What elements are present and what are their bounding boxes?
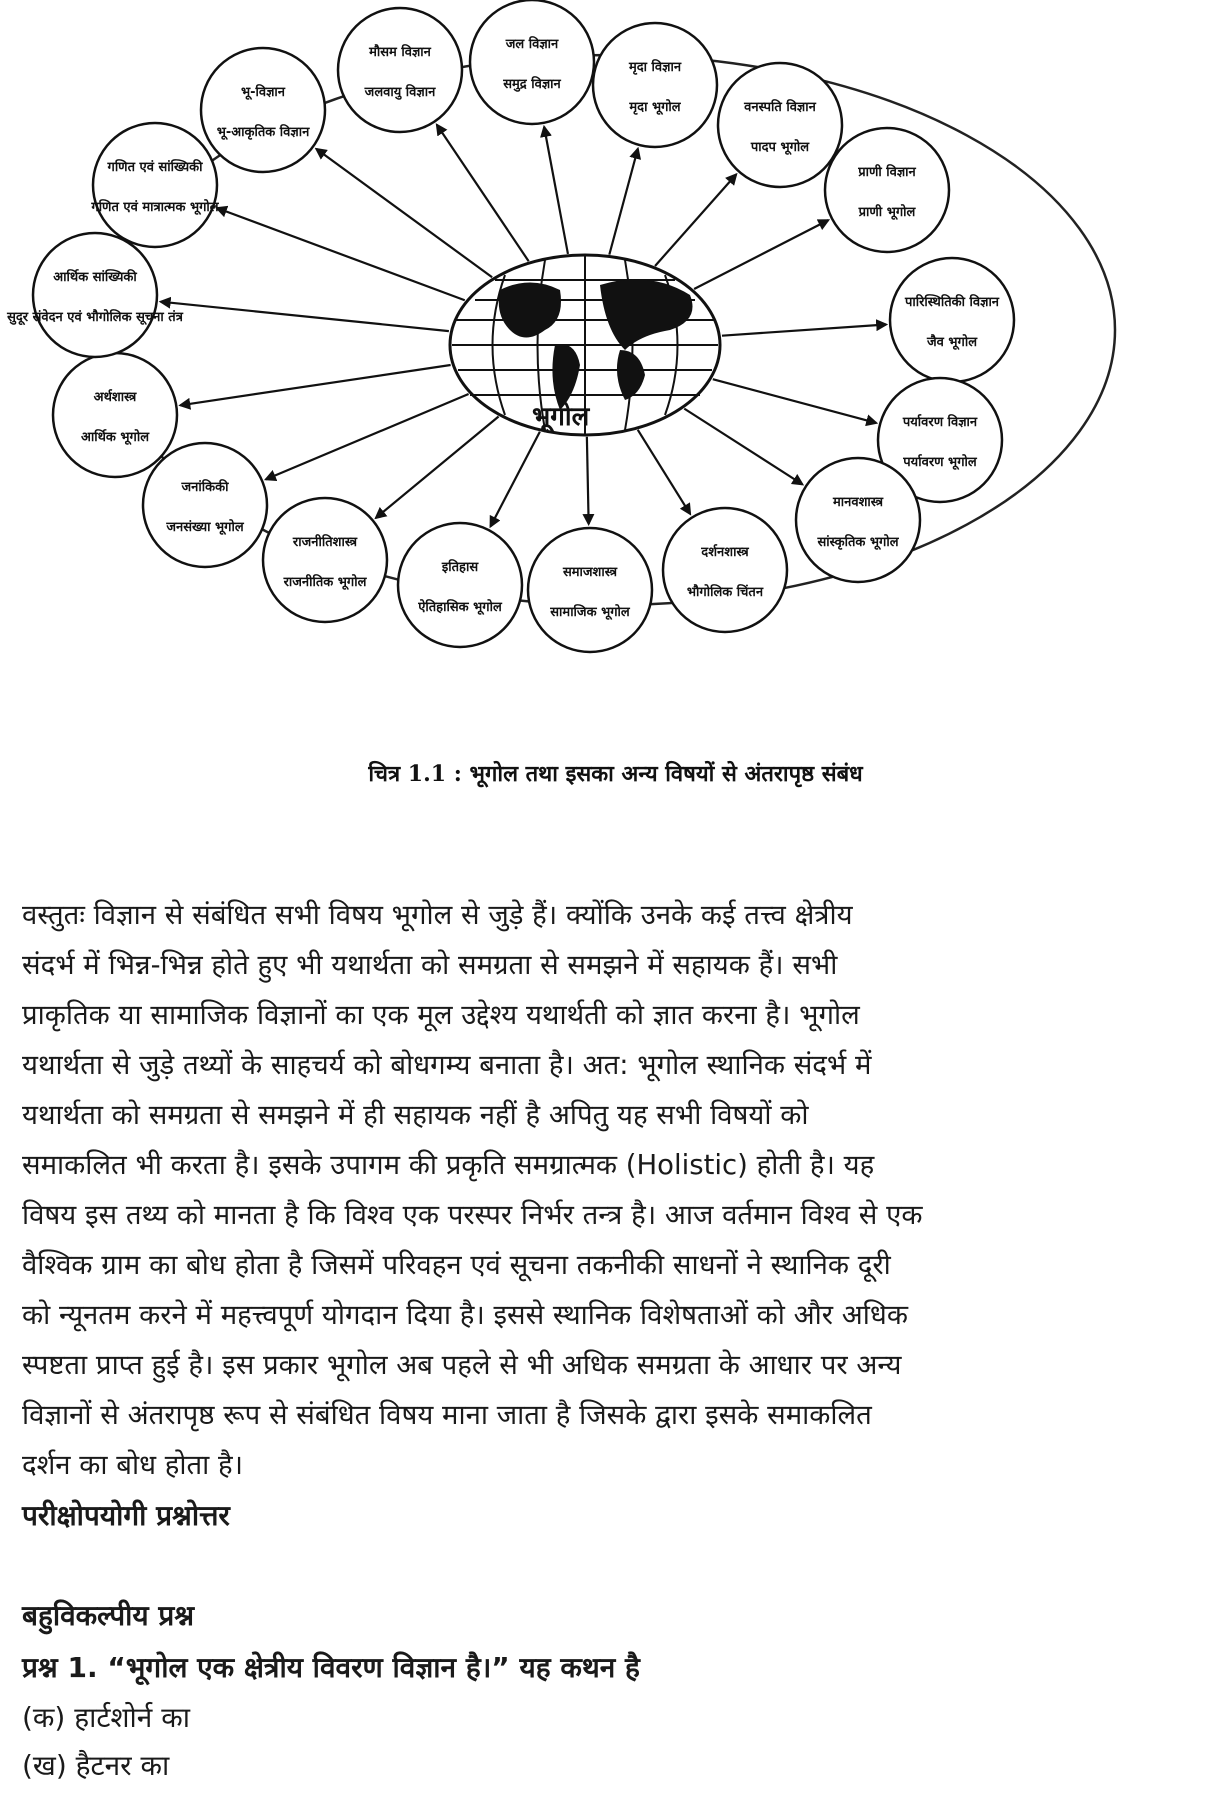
- relation-arrow: [638, 430, 690, 514]
- node-circle: [143, 443, 267, 567]
- node-circle: [263, 498, 387, 622]
- paragraph-line: यथार्थता को समग्रता से समझने में ही सहायक नहीं है अपितु यह सभी विषयों को: [22, 1099, 809, 1131]
- node-inner-label: जैव भूगोल: [926, 335, 978, 350]
- node-inner-label: आर्थिक भूगोल: [80, 430, 150, 445]
- subject-node: [796, 458, 920, 582]
- paragraph-line: वैश्विक ग्राम का बोध होता है जिसमें परिवहन एवं सूचना तकनीकी साधनों ने स्थानिक दूरी: [22, 1249, 891, 1281]
- node-outer-label: पर्यावरण विज्ञान: [902, 415, 978, 430]
- section-heading: परीक्षोपयोगी प्रश्नोत्तर: [22, 1499, 230, 1532]
- mcq-heading: बहुविकल्पीय प्रश्न: [22, 1599, 195, 1632]
- relation-arrow: [544, 127, 568, 254]
- node-inner-label: जलवायु विज्ञान: [364, 85, 436, 100]
- subject-node: [470, 0, 594, 124]
- node-circle: [718, 63, 842, 187]
- subject-node: [718, 63, 842, 187]
- subject-node: [90, 123, 219, 247]
- node-circle: [470, 0, 594, 124]
- node-inner-label: सुदूर संवेदन एवं भौगोलिक सूचना तंत्र: [7, 310, 183, 325]
- node-inner-label: जनसंख्या भूगोल: [166, 520, 244, 535]
- node-circle: [338, 8, 462, 132]
- node-inner-label: सामाजिक भूगोल: [550, 605, 630, 620]
- node-inner-label: भौगोलिक चिंतन: [686, 585, 764, 600]
- subject-node: [6, 233, 184, 357]
- subject-node: [263, 498, 387, 622]
- node-outer-label: प्राणी विज्ञान: [858, 165, 916, 180]
- node-circle: [825, 128, 949, 252]
- subject-node: [143, 443, 267, 567]
- relation-arrow: [609, 149, 638, 255]
- node-outer-label: आर्थिक सांख्यिकी: [53, 270, 137, 285]
- node-inner-label: भू-आकृतिक विज्ञान: [216, 125, 310, 140]
- subject-node: [338, 8, 462, 132]
- node-outer-label: इतिहास: [441, 560, 479, 575]
- node-circle: [398, 523, 522, 647]
- subject-node: [53, 353, 177, 477]
- node-outer-label: मृदा विज्ञान: [628, 60, 682, 75]
- center-label: भूगोल: [532, 402, 590, 432]
- relation-arrow: [713, 379, 876, 423]
- node-circle: [796, 458, 920, 582]
- subject-node: [528, 528, 652, 652]
- question-1: प्रश्न 1. “भूगोल एक क्षेत्रीय विवरण विज्ञान है।” यह कथन है: [22, 1651, 640, 1684]
- node-outer-label: गणित एवं सांख्यिकी: [107, 160, 203, 175]
- relation-arrow: [490, 432, 539, 527]
- node-outer-label: वनस्पति विज्ञान: [744, 100, 816, 115]
- paragraph-line: प्राकृतिक या सामाजिक विज्ञानों का एक मूल उद्देश्य यथार्थती को ज्ञात करना है। भूगोल: [22, 999, 860, 1031]
- paragraph-line: दर्शन का बोध होता है।: [22, 1449, 244, 1481]
- subject-node: [890, 258, 1014, 382]
- option-ka: (क) हार्टशोर्न का: [22, 1701, 190, 1734]
- paragraph-line: वस्तुतः विज्ञान से संबंधित सभी विषय भूगोल से जुड़े हैं। क्योंकि उनके कई तत्त्व क्षेत्रीय: [22, 899, 853, 931]
- node-inner-label: राजनीतिक भूगोल: [283, 575, 367, 590]
- relation-arrow: [180, 365, 450, 405]
- node-inner-label: ऐतिहासिक भूगोल: [418, 600, 502, 615]
- node-inner-label: समुद्र विज्ञान: [503, 77, 561, 92]
- node-circle: [93, 123, 217, 247]
- node-circle: [53, 353, 177, 477]
- paragraph-line: स्पष्टता प्राप्त हुई है। इस प्रकार भूगोल अब पहले से भी अधिक समग्रता के आधार पर अन्य: [22, 1349, 902, 1381]
- geography-relations-diagram: [0, 0, 1231, 800]
- node-outer-label: समाजशास्त्र: [562, 565, 618, 580]
- node-inner-label: गणित एवं मात्रात्मक भूगोल: [91, 200, 219, 215]
- subject-node: [201, 48, 325, 172]
- relation-arrow: [722, 324, 886, 335]
- relation-arrow: [694, 220, 828, 289]
- node-inner-label: मृदा भूगोल: [629, 100, 681, 115]
- node-inner-label: प्राणी भूगोल: [858, 205, 916, 220]
- node-circle: [33, 233, 157, 357]
- paragraph-line: को न्यूनतम करने में महत्त्वपूर्ण योगदान दिया है। इससे स्थानिक विशेषताओं को और अधिक: [22, 1299, 908, 1331]
- node-outer-label: अर्थशास्त्र: [93, 390, 137, 405]
- relation-arrow: [684, 409, 802, 485]
- relation-arrow: [587, 437, 589, 524]
- relation-arrow: [437, 125, 529, 261]
- node-inner-label: पर्यावरण भूगोल: [903, 455, 977, 470]
- node-outer-label: पारिस्थितिकी विज्ञान: [904, 295, 1000, 310]
- relation-arrow: [217, 208, 465, 300]
- subject-node: [825, 128, 949, 252]
- option-kha: (ख) हैटनर का: [22, 1749, 170, 1782]
- subject-node: [398, 523, 522, 647]
- node-outer-label: मौसम विज्ञान: [369, 45, 431, 60]
- content: [22, 890, 1212, 1790]
- paragraph-line: विज्ञानों से अंतरापृष्ठ रूप से संबंधित विषय माना जाता है जिसके द्वारा इसके समाकलित: [22, 1399, 872, 1431]
- subject-node: [663, 508, 787, 632]
- paragraph-line: संदर्भ में भिन्न-भिन्न होते हुए भी यथार्थता को समग्रता से समझने में सहायक हैं। सभी: [22, 949, 838, 981]
- node-outer-label: जल विज्ञान: [505, 37, 559, 52]
- relation-arrow: [161, 302, 449, 331]
- node-circle: [593, 23, 717, 147]
- subject-node: [593, 23, 717, 147]
- node-circle: [201, 48, 325, 172]
- relation-arrow: [376, 416, 499, 517]
- figure-caption: चित्र 1.1 : भूगोल तथा इसका अन्य विषयों से अंतरापृष्ठ संबंध: [368, 761, 863, 787]
- node-inner-label: सांस्कृतिक भूगोल: [817, 535, 899, 550]
- relation-arrow: [655, 174, 736, 266]
- node-outer-label: भू-विज्ञान: [240, 85, 286, 100]
- paragraph-line: यथार्थता से जुड़े तथ्यों के साहचर्य को बोधगम्य बनाता है। अत: भूगोल स्थानिक संदर्भ में: [22, 1049, 872, 1081]
- node-circle: [528, 528, 652, 652]
- paragraph-line: विषय इस तथ्य को मानता है कि विश्व एक परस्पर निर्भर तन्त्र है। आज वर्तमान विश्व से एक: [22, 1199, 923, 1231]
- node-outer-label: जनांकिकी: [181, 480, 229, 495]
- globe: [450, 255, 720, 435]
- paragraph-line: समाकलित भी करता है। इसके उपागम की प्रकृति समग्रात्मक (Holistic) होती है। यह: [22, 1149, 875, 1181]
- node-outer-label: राजनीतिशास्त्र: [292, 535, 358, 550]
- node-circle: [890, 258, 1014, 382]
- body-paragraph: [22, 890, 1212, 1490]
- node-circle: [663, 508, 787, 632]
- node-outer-label: दर्शनशास्त्र: [701, 545, 749, 560]
- node-inner-label: पादप भूगोल: [750, 140, 810, 155]
- node-outer-label: मानवशास्त्र: [832, 495, 884, 510]
